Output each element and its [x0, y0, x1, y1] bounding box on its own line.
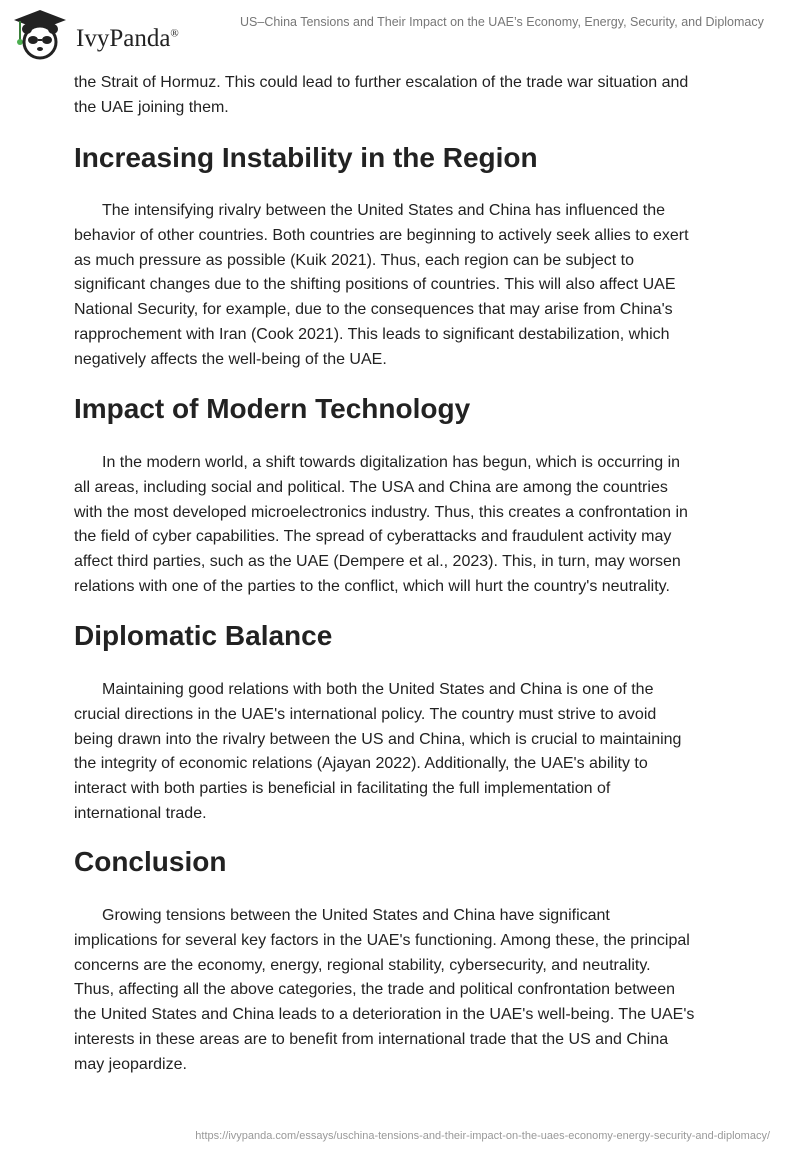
text-line: negatively affects the well-being of the UAE. — [74, 350, 387, 368]
text-line: the Strait of Hormuz. This could lead to further escalation of the trade war situation and — [74, 74, 689, 91]
ivypanda-logo[interactable] — [10, 8, 179, 60]
source-url[interactable]: https://ivypanda.com/essays/uschina-tensions-and-their-impact-on-the-uaes-economy-energy-security-and-diplomacy/ — [195, 1130, 770, 1142]
text-line: Growing tensions between the United States and China have significant — [102, 907, 610, 924]
text-line: the integrity of economic relations (Ajayan 2022). Additionally, the UAE's ability to — [74, 755, 648, 773]
text-line: international trade. — [74, 804, 207, 822]
section-paragraph — [74, 678, 774, 827]
text-line: relations with one of the parties to the conflict, which will hurt the country's neutrality. — [74, 577, 670, 595]
text-line: In the modern world, a shift towards digitalization has begun, which is occurring in — [102, 454, 681, 471]
text-line: affect third parties, such as the UAE (Dempere et al., 2023). This, in turn, may worsen — [74, 553, 681, 571]
text-line: all areas, including social and political. The USA and China are among the countries — [74, 478, 668, 496]
text-line: behavior of other countries. Both countries are beginning to actively seek allies to exert — [74, 226, 689, 244]
intro-paragraph — [74, 71, 774, 121]
text-line: as much pressure as possible (Kuik 2021). Thus, each region can be subject to — [74, 251, 635, 269]
text-line: crucial directions in the UAE's international policy. The country must strive to avoid — [74, 705, 657, 723]
section-heading: Impact of Modern Technology — [74, 393, 471, 424]
text-line: interact with both parties is beneficial in facilitating the full implementation of — [74, 780, 611, 798]
text-line: rapprochement with Iran (Cook 2021). This leads to significant destabilization, which — [74, 325, 670, 343]
text-line: significant changes due to the shifting positions of countries. This will also affect UAE — [74, 276, 676, 294]
text-line: National Security, for example, due to the consequences that may arise from China's — [74, 301, 673, 319]
text-line: the field of cyber capabilities. The spread of cyberattacks and fraudulent activity may — [74, 528, 672, 546]
logo-text: IvyPanda® — [76, 25, 179, 52]
section-paragraph — [74, 451, 774, 600]
text-line: interests in these areas are to benefit from international trade that the US and China — [74, 1030, 669, 1048]
section-paragraph — [74, 904, 774, 1078]
text-line: the UAE joining them. — [74, 98, 229, 116]
text-line: concerns are the economy, energy, regional stability, cybersecurity, and neutrality. — [74, 956, 651, 974]
document-title: US–China Tensions and Their Impact on the UAE’s Economy, Energy, Security, and Diplomacy — [240, 15, 764, 29]
text-line: being drawn into the rivalry between the US and China, which is crucial to maintaining — [74, 730, 682, 748]
section-heading: Increasing Instability in the Region — [74, 142, 538, 173]
text-line: may jeopardize. — [74, 1055, 187, 1073]
section-heading: Conclusion — [74, 846, 227, 877]
section-paragraph — [74, 199, 774, 373]
panda-graduate-icon — [10, 8, 70, 60]
text-line: with the most developed microelectronics industry. Thus, this creates a confrontation in — [74, 503, 688, 521]
section-heading: Diplomatic Balance — [74, 620, 333, 651]
text-line: implications for several key factors in the UAE's functioning. Among these, the principal — [74, 931, 690, 949]
text-line: Thus, affecting all the above categories, the trade and political confrontation between — [74, 981, 675, 999]
text-line: The intensifying rivalry between the United States and China has influenced the — [102, 202, 666, 219]
text-line: the United States and China leads to a deterioration in the UAE's well-being. The UAE's — [74, 1006, 695, 1024]
text-line: Maintaining good relations with both the United States and China is one of the — [102, 681, 654, 698]
